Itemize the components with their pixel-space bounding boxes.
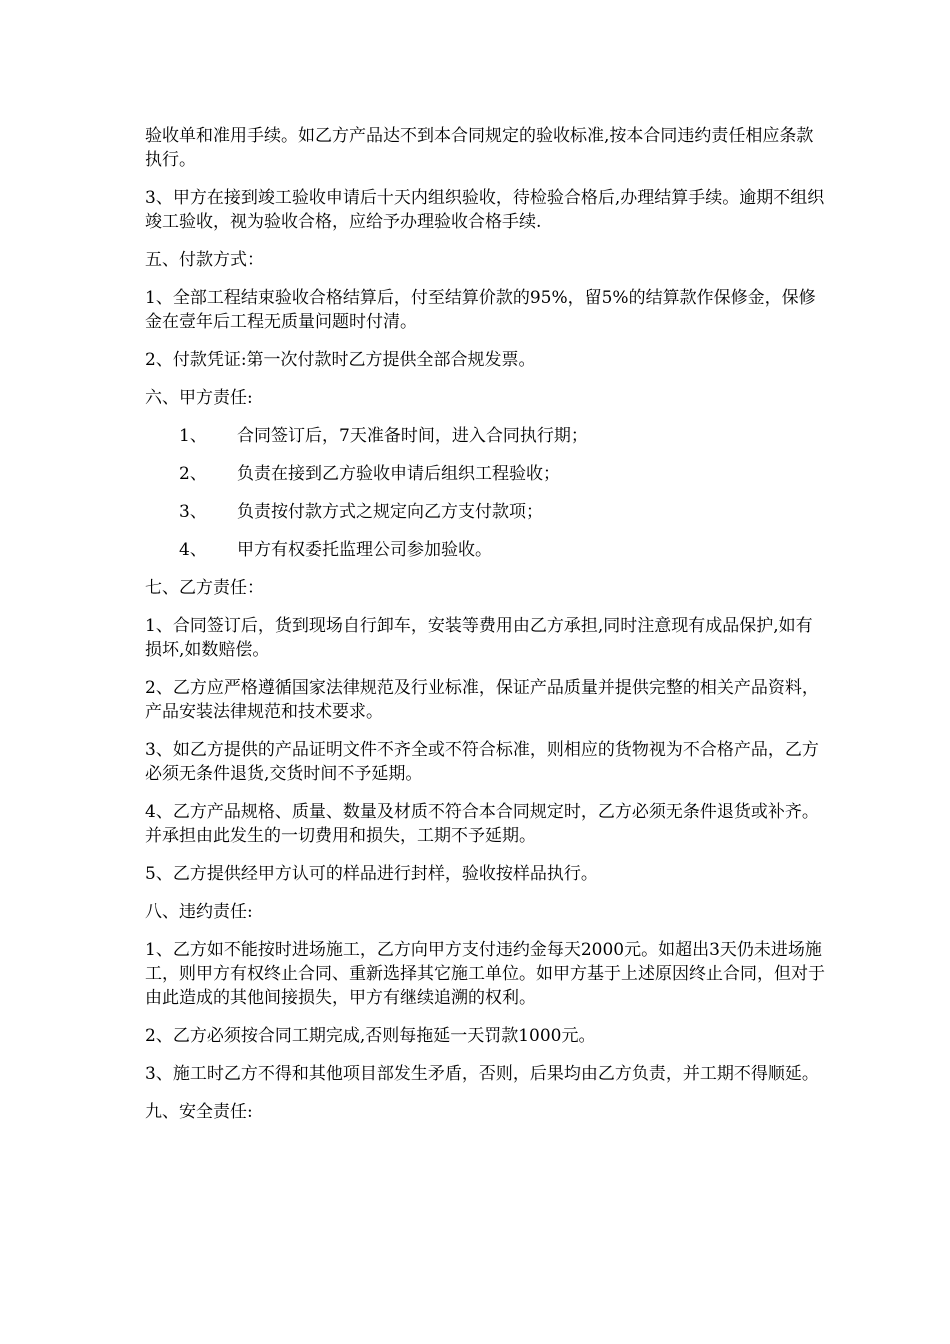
paragraph-party-b-5: 5、乙方提供经甲方认可的样品进行封样，验收按样品执行。 <box>145 864 598 884</box>
list-item <box>145 500 825 524</box>
heading-party-a-responsibility: 六、甲方责任: <box>145 388 253 408</box>
list-item <box>145 538 825 562</box>
heading-breach-liability: 八、违约责任: <box>145 902 253 922</box>
list-item-number: 1、 <box>179 426 207 446</box>
paragraph-payment-2: 2、付款凭证:第一次付款时乙方提供全部合规发票。 <box>145 350 536 370</box>
paragraph-acceptance-3: 3、甲方在接到竣工验收申请后十天内组织验收，待检验合格后,办理结算手续。逾期不组织竣工验收，视为验收合格，应给予办理验收合格手续. <box>145 188 825 232</box>
list-item-number: 3、 <box>179 502 207 522</box>
paragraph-breach-2: 2、乙方必须按合同工期完成,否则每拖延一天罚款1000元。 <box>145 1026 596 1046</box>
paragraph-party-b-3: 3、如乙方提供的产品证明文件不齐全或不符合标准，则相应的货物视为不合格产品，乙方必须无条件退货,交货时间不予延期。 <box>145 740 819 784</box>
document-page <box>145 124 825 1138</box>
heading-payment-method: 五、付款方式： <box>145 250 264 270</box>
paragraph-breach-1: 1、乙方如不能按时进场施工，乙方向甲方支付违约金每天2000元。如超出3天仍未进场施工，则甲方有权终止合同、重新选择其它施工单位。如甲方基于上述原因终止合同，但对于由此造成的其他间接损失，甲方有继续追溯的权利。 <box>145 940 825 1008</box>
heading-party-b-responsibility: 七、乙方责任： <box>145 578 264 598</box>
list-item-number: 2、 <box>179 464 207 484</box>
list-item-text: 负责在接到乙方验收申请后组织工程验收； <box>237 464 560 484</box>
paragraph-party-b-1: 1、合同签订后，货到现场自行卸车，安装等费用由乙方承担,同时注意现有成品保护,如有损坏,如数赔偿。 <box>145 616 813 660</box>
paragraph-breach-3: 3、施工时乙方不得和其他项目部发生矛盾，否则，后果均由乙方负责，并工期不得顺延。 <box>145 1064 819 1084</box>
heading-safety-responsibility: 九、安全责任: <box>145 1102 253 1122</box>
list-item-number: 4、 <box>179 540 207 560</box>
paragraph-party-b-2: 2、乙方应严格遵循国家法律规范及行业标准，保证产品质量并提供完整的相关产品资料，产品安装法律规范和技术要求。 <box>145 678 819 722</box>
list-item <box>145 424 825 448</box>
list-item-text: 合同签订后，7天准备时间，进入合同执行期； <box>237 426 588 446</box>
paragraph-acceptance-continued: 验收单和准用手续。如乙方产品达不到本合同规定的验收标准,按本合同违约责任相应条款执行。 <box>145 126 814 170</box>
paragraph-party-b-4: 4、乙方产品规格、质量、数量及材质不符合本合同规定时，乙方必须无条件退货或补齐。并承担由此发生的一切费用和损失，工期不予延期。 <box>145 802 819 846</box>
list-item-text: 甲方有权委托监理公司参加验收。 <box>237 540 492 560</box>
paragraph-payment-1: 1、全部工程结束验收合格结算后，付至结算价款的95%，留5%的结算款作保修金，保修金在壹年后工程无质量问题时付清。 <box>145 288 816 332</box>
list-item-text: 负责按付款方式之规定向乙方支付款项； <box>237 502 543 522</box>
list-item <box>145 462 825 486</box>
